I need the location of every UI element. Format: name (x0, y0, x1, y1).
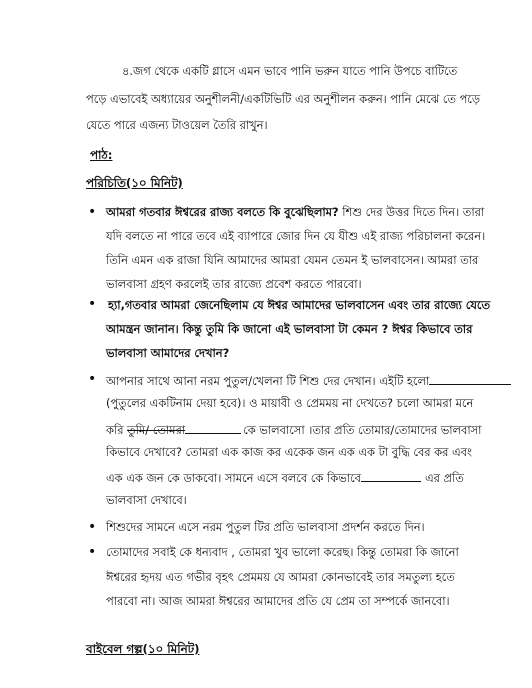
bullet-3-line-3-end: কে ভালবাসো ।তার প্রতি তোমার/তোমাদের ভালবাসা (243, 423, 482, 437)
bullet-1-line-3: তিনি এমন এক রাজা যিনি আমাদের আমরা যেমন তেমন ই ভালবাসেন। আমরা তার (106, 253, 479, 267)
bullet-3-blank-b (361, 471, 421, 482)
bible-section-heading: বাইবেল গল্প(১০ মিনিট) (86, 642, 200, 656)
bullet-3-line-4: কিভাবে দেখাবে? তোমরা এক কাজ কর একেক জন এক এক টা বুদ্ধি বের কর এবং (106, 445, 472, 459)
bullet-3-line-5 (106, 471, 464, 484)
bullet-2-line-1: হ্যা,গতবার আমরা জেনেছিলাম যে ঈশ্বর আমাদের ভালবাসেন এবং তার রাজ্যে যেতে (108, 298, 491, 312)
bullet-2-line-3: ভালবাসা আমাদের দেখান? (106, 346, 230, 360)
bullet-1-line-4: ভালবাসা গ্রহণ করলেই তার রাজ্যে প্রবেশ করতে পারবো। (106, 277, 362, 291)
bullet-4-line-1: শিশুদের সামনে এসে নরম পুতুল টির প্রতি ভালবাসা প্রদর্শন করতে দিন। (106, 520, 425, 534)
intro-line-3: যেতে পারে এজন্য টাওয়েল তৈরি রাখুন। (86, 118, 268, 132)
bullet-3-line-1 (106, 374, 511, 387)
bullet-5-marker: • (88, 544, 97, 560)
bullet-1-marker: • (88, 204, 97, 220)
bullet-2-marker: • (88, 296, 97, 312)
intro-section-heading: পরিচিতি(১০ মিনিট) (86, 176, 183, 190)
bullet-2-line-2: আমন্ত্রন জানান। কিন্তু তুমি কি জানো এই ভালবাসা টা কেমন ? ঈশ্বর কিভাবে তার (106, 322, 473, 336)
bullet-3-line-3 (106, 423, 482, 436)
bullet-3-you-text: তুমি/ তোমরা (127, 423, 186, 437)
bullet-3-line-6: ভালবাসা দেখাবে। (106, 493, 187, 507)
bullet-1-instruction: শিশু দের উত্তর দিতে দিন। তারা (338, 205, 485, 219)
bullet-4-marker: • (88, 519, 97, 535)
bullet-5-line-3: পারবো না। আজ আমরা ঈশ্বরের আমাদের প্রতি যে প্রেম তা সম্পর্কে জানবো। (106, 594, 450, 608)
bullet-3-line-5-end: এর প্রতি (424, 471, 464, 485)
bullet-5-line-1: তোমাদের সবাই কে ধন্যবাদ , তোমরা খুব ভালো করেছ। কিন্তু তোমরা কি জানো (106, 545, 459, 559)
lesson-label: পাঠ: (90, 148, 113, 162)
bullet-3-line-1-text: আপনার সাথে আনা নরম পুতুল/খেলনা টি শিশু দের দেখান। এইটি হলো (106, 374, 430, 388)
intro-line-1: ৪.জগ থেকে একটি গ্লাসে এমন ভাবে পানি ভরুন যাতে পানি উপচে বাটিতে (122, 64, 458, 78)
intro-line-2: পড়ে এভাবেই অধ্যায়ের অনুশীলনী/একটিভিটি এর অনুশীলন করুন। পানি মেঝে তে পড়ে (86, 92, 481, 106)
doll-name-blank (429, 374, 511, 385)
bullet-3-line-2: (পুতুলের একটিনাম দেয়া হবে)। ও মায়াবী ও প্রেমময় না দেখতে? চলো আমরা মনে (106, 396, 474, 410)
bullet-3-line-5-start: এক এক জন কে ডাকবো। সামনে এসে বলবে কে কিভাবে (106, 471, 361, 485)
bullet-1-question: আমরা গতবার ঈশ্বরের রাজ্য বলতে কি বুঝেছিলাম? (106, 205, 339, 219)
bullet-3-blank-a (185, 423, 241, 434)
bullet-3-marker: • (88, 371, 97, 387)
bullet-1-line-1 (106, 207, 484, 218)
bullet-3-line-3-start: করি (106, 423, 128, 437)
bullet-5-line-2: ঈশ্বরের হৃদয় এত গভীর বৃহৎ প্রেমময় যে আমরা কোনভাবেই তার সমতুল্য হতে (106, 570, 455, 584)
bullet-1-line-2: যদি বলতে না পারে তবে এই ব্যাপারে জোর দিন যে যীশু এই রাজ্য পরিচালনা করেন। (106, 229, 486, 243)
